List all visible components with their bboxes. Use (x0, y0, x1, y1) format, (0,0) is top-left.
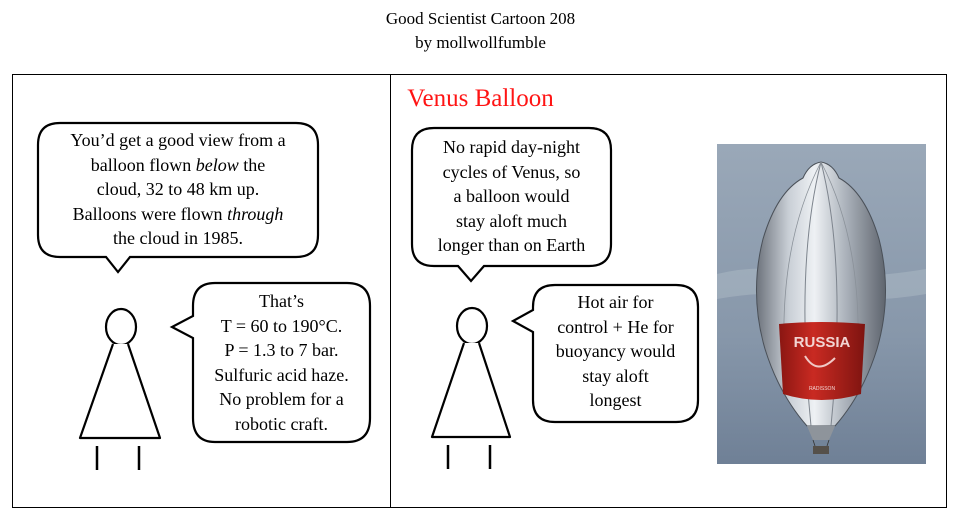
bubble-line: longer than on Earth (437, 235, 586, 255)
bubble-line: cloud, 32 to 48 km up. (96, 179, 260, 199)
figure-body (432, 343, 510, 437)
bubble-line: Balloons were flown through (72, 203, 284, 224)
balloon-gondola (813, 446, 829, 454)
bubble-line: Hot air for (577, 292, 654, 312)
bubble-text-left-top (38, 128, 318, 251)
stick-figure-left (80, 309, 160, 470)
balloon-sponsor-text: RADISSON (808, 386, 836, 392)
bubble-line: buoyancy would (555, 341, 676, 361)
bubble-line: Sulfuric acid haze. (214, 364, 349, 385)
bubble-line: You’d get a good view from a (70, 130, 286, 150)
bubble-line: That’s (259, 291, 304, 311)
stick-figure-right (432, 308, 510, 469)
bubble-line: cycles of Venus, so (442, 161, 581, 182)
cartoon-title: Good Scientist Cartoon 208 (385, 9, 576, 28)
bubble-line: robotic craft. (235, 413, 328, 434)
cartoon-author: by mollwollfumble (415, 33, 546, 52)
figure-head (457, 308, 487, 344)
bubble-line: No rapid day-night (443, 137, 580, 157)
bubble-line: stay aloft (582, 365, 649, 386)
bubble-line: a balloon would (453, 186, 570, 206)
balloon-logo-text: RUSSIA (793, 334, 851, 351)
bubble-line: No problem for a (219, 389, 344, 409)
balloon-photo (717, 144, 926, 464)
bubble-line: longest (589, 390, 642, 410)
bubble-line: control + He for (557, 316, 674, 337)
bubble-line: P = 1.3 to 7 bar. (224, 340, 339, 360)
bubble-text-right-side (533, 290, 698, 413)
bubble-line: T = 60 to 190°C. (220, 315, 343, 336)
bubble-line: balloon flown below the (90, 154, 266, 175)
bubble-text-left-side (193, 289, 370, 436)
bubble-line: stay aloft much (456, 210, 567, 231)
bubble-text-right-top (412, 135, 611, 258)
panel-title: Venus Balloon (407, 85, 554, 112)
bubble-line: the cloud in 1985. (113, 228, 243, 248)
figure-head (106, 309, 136, 345)
figure-body (80, 344, 160, 438)
